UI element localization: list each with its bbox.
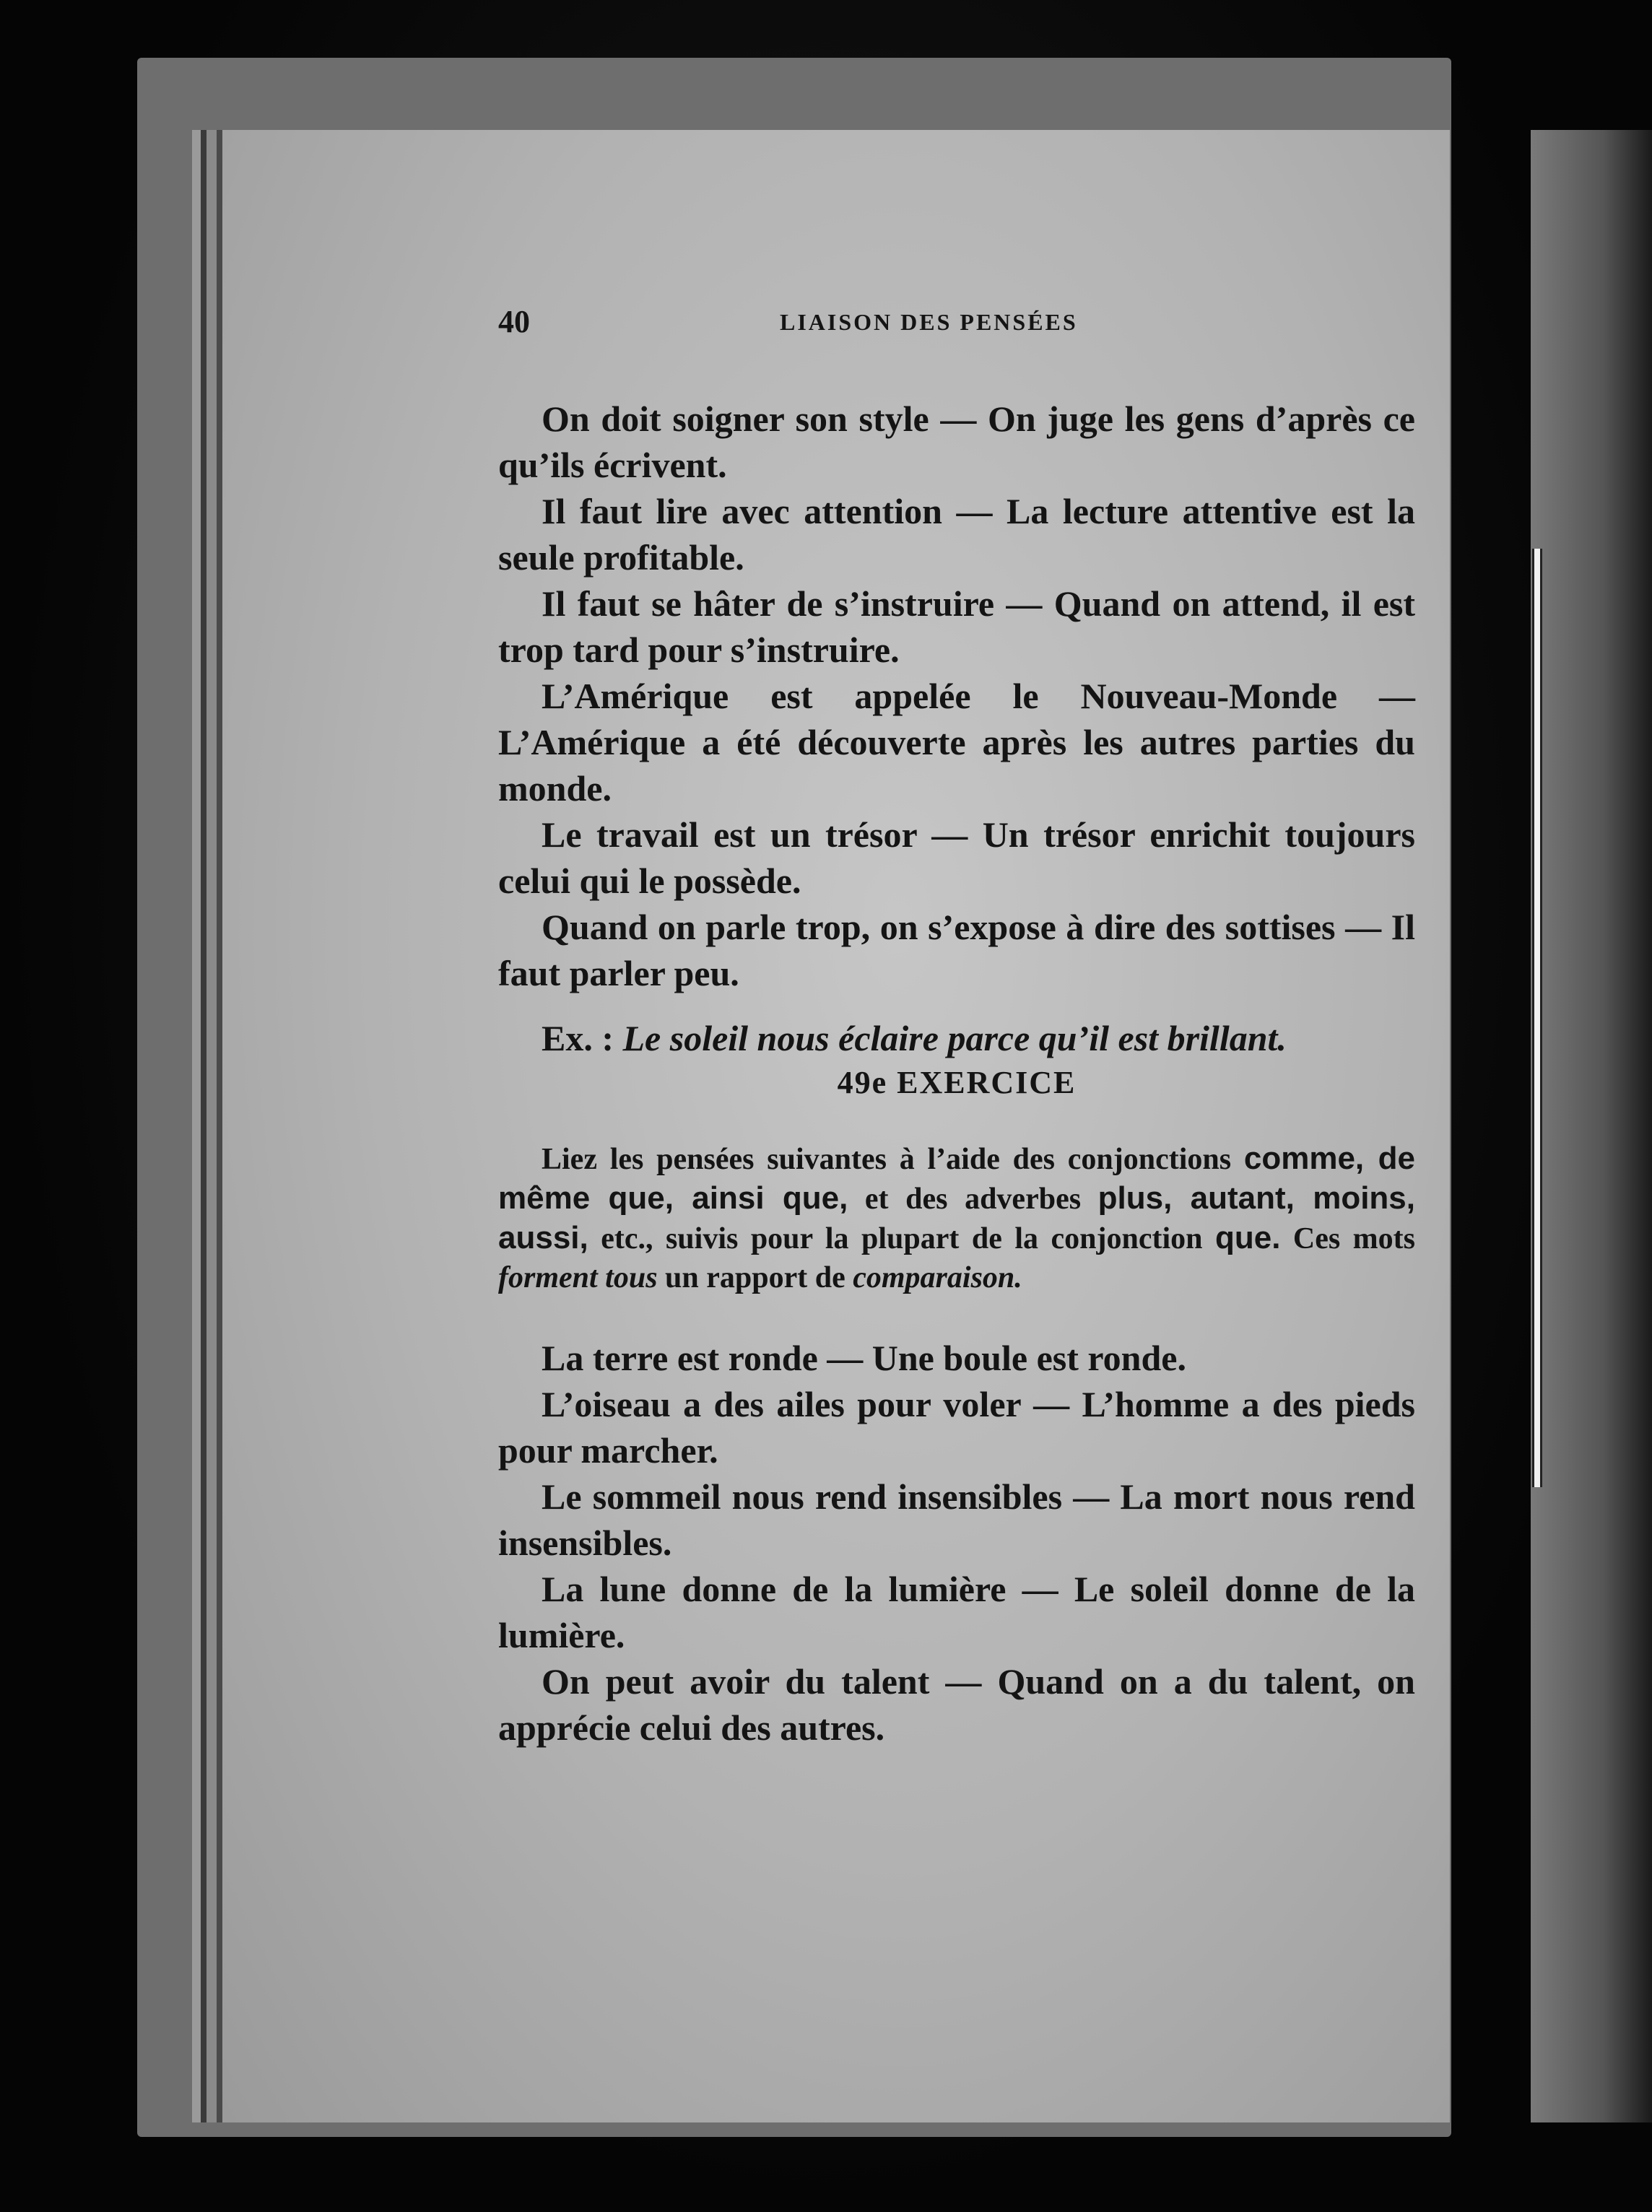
page-edge-shadow bbox=[1531, 130, 1652, 2122]
instructions-italic: forment tous bbox=[498, 1261, 658, 1294]
instructions-keyword: comme, de même que, ainsi que, bbox=[498, 1141, 1415, 1216]
instructions-text: et des adverbes bbox=[848, 1183, 1098, 1216]
example-line bbox=[498, 1015, 1415, 1061]
exercise-title: 49e EXERCICE bbox=[837, 1065, 1077, 1100]
sentence-item: Le travail est un trésor — Un trésor enrichit toujours celui qui le possède. bbox=[498, 814, 1415, 901]
text-block bbox=[498, 396, 1415, 1751]
sentence-list-1 bbox=[498, 396, 1415, 996]
running-title: LIAISON DES PENSÉES bbox=[780, 309, 1078, 335]
instructions-italic: comparaison. bbox=[853, 1261, 1022, 1294]
instructions-text: Liez les pensées suivantes à l’aide des conjonctions bbox=[542, 1143, 1244, 1176]
sentence-item: On peut avoir du talent — Quand on a du talent, on apprécie celui des autres. bbox=[498, 1661, 1415, 1748]
sentence-list-2 bbox=[498, 1335, 1415, 1751]
sentence-item: La lune donne de la lumière — Le soleil donne de la lumière. bbox=[498, 1569, 1415, 1655]
running-head bbox=[498, 303, 1415, 347]
instructions-text: Ces mots bbox=[1280, 1222, 1415, 1255]
example-prefix: Ex. : bbox=[542, 1018, 623, 1058]
instructions-keyword: plus, autant, moins, aussi, bbox=[498, 1180, 1415, 1255]
binding-line bbox=[1532, 549, 1542, 1487]
sentence-item: La terre est ronde — Une boule est ronde. bbox=[542, 1338, 1186, 1378]
instructions-keyword: que. bbox=[1214, 1220, 1281, 1255]
sentence-item: On doit soigner son style — On juge les gens d’après ce qu’ils écrivent. bbox=[498, 399, 1415, 485]
instructions-text: etc., suivis pour la plupart de la conjonction bbox=[588, 1222, 1215, 1255]
sentence-item: Quand on parle trop, on s’expose à dire des sottises — Il faut parler peu. bbox=[498, 907, 1415, 993]
sentence-item: Il faut lire avec attention — La lecture attentive est la seule profitable. bbox=[498, 491, 1415, 578]
exercise-instructions bbox=[498, 1139, 1415, 1297]
instructions-text: un rapport de bbox=[657, 1261, 853, 1294]
example-text: Le soleil nous éclaire parce qu’il est brillant. bbox=[622, 1018, 1287, 1058]
sentence-item: Le sommeil nous rend insensibles — La mort nous rend insensibles. bbox=[498, 1476, 1415, 1563]
sentence-item: Il faut se hâter de s’instruire — Quand on attend, il est trop tard pour s’instruire. bbox=[498, 583, 1415, 670]
page-number: 40 bbox=[498, 304, 530, 339]
sentence-item: L’Amérique est appelée le Nouveau-Monde — L’Amérique a été découverte après les autres parties du monde. bbox=[498, 676, 1415, 809]
sentence-item: L’oiseau a des ailes pour voler — L’homme a des pieds pour marcher. bbox=[498, 1384, 1415, 1471]
